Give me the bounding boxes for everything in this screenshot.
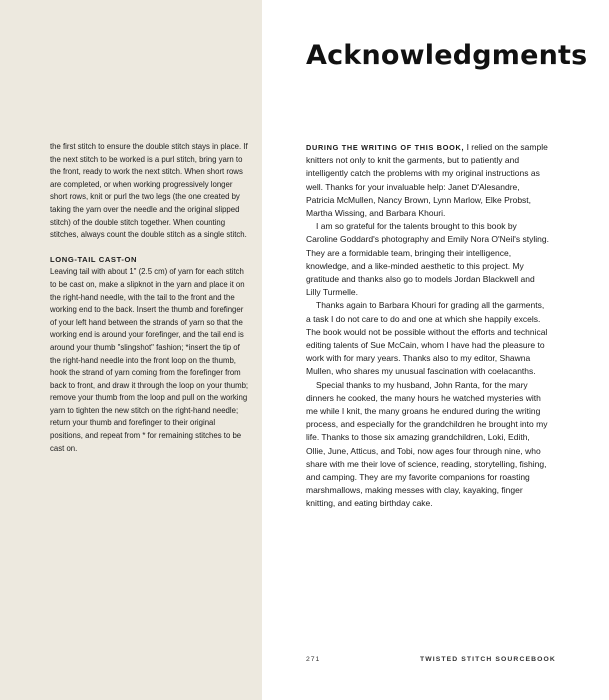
paragraph-2: I am so grateful for the talents brought to this book by Caroline Goddard's photography and Emily Nora O'Neil's styling. They are a formidable team, bringing their intelligence, knowledge, and a like-minded aesthetic to this project. My gratitude and thanks also go to models Jordan Blackwell and Lilly Turmelle. (306, 221, 549, 298)
page-number: 271 (306, 656, 321, 663)
paragraph-4: Special thanks to my husband, John Ranta, for the mary dinners he cooked, the many hours he watched mysteries with me while I knit, the many groans he endured during the writing process, and especially for the grandchildren he brought into my life. Thanks to those six amazing grandchildren, Loki, Edith, Ollie, June, Atticus, and Tobi, now ages four through nine, who share with me their love of science, reading, storytelling, fishing, and camping. They are my favorite companions for roasting marshmallows, making messes with clay, kayaking, finger knitting, and eating birthday cake. (306, 379, 548, 509)
paragraph-3: Thanks again to Barbara Khouri for grading all the garments, a task I do not care to do and one at which she happily excels. The book would not be possible without the efforts and technical editing talents of Sue McCain, whom I have had the pleasure to work with for mary years. Thanks also to my editor, Shawna Mullen, who shares my unusual fascination with coelacanths. (306, 300, 548, 377)
section-heading: LONG-TAIL CAST-ON (50, 254, 138, 264)
left-text-column (50, 141, 250, 455)
section-body: Leaving tail with about 1" (2.5 cm) of yarn for each stitch to be cast on, make a slipknot in the yarn and place it on the right-hand needle, with the tail to the front and the working end to the back. Insert the thumb and forefinger of your left hand between the strands of yarn so that the working end is around your forefinger, and the tail end is around your thumb "slingshot" fashion; *insert the tip of the right-hand needle into the front loop on the thumb, hook the strand of yarn coming from the forefinger from back to front, and draw it through the loop on your thumb; remove your thumb from the loop and pull on the working yarn to tighten the new stitch on the right-hand needle; return your thumb and forefinger to their original positions, and repeat from * for remaining stitches to be cast on. (50, 267, 249, 453)
acknowledgments-body (306, 141, 550, 511)
left-page (0, 0, 262, 700)
continued-paragraph: the first stitch to ensure the double stitch stays in place. If the next stitch to be worked is a purl stitch, bring yarn to the front, ready to work the next stitch. When short rows are completed, or when working progressively longer short rows, knit or purl the two legs (the one created by taking the yarn over the needle and the original slipped stitch) of the double stitch together. When counting stitches, always count the double stitch as a single stitch. (50, 142, 248, 240)
paragraph-1 (306, 141, 550, 220)
page-title: Acknowledgments (306, 40, 588, 71)
lead-in: DURING THE WRITING OF THIS BOOK, (306, 143, 465, 152)
paragraph-1-text: I relied on the sample knitters not only to knit the garments, but to patiently and intelligently catch the problems with my original instructions as well. Thanks for your invaluable help: Janet D'Alesandre, Patricia McMullen, Nancy Brown, Lynn Marlow, Elke Probst, Martha Wissing, and Barbara Khouri. (306, 142, 548, 219)
running-title: TWISTED STITCH SOURCEBOOK (420, 656, 556, 663)
